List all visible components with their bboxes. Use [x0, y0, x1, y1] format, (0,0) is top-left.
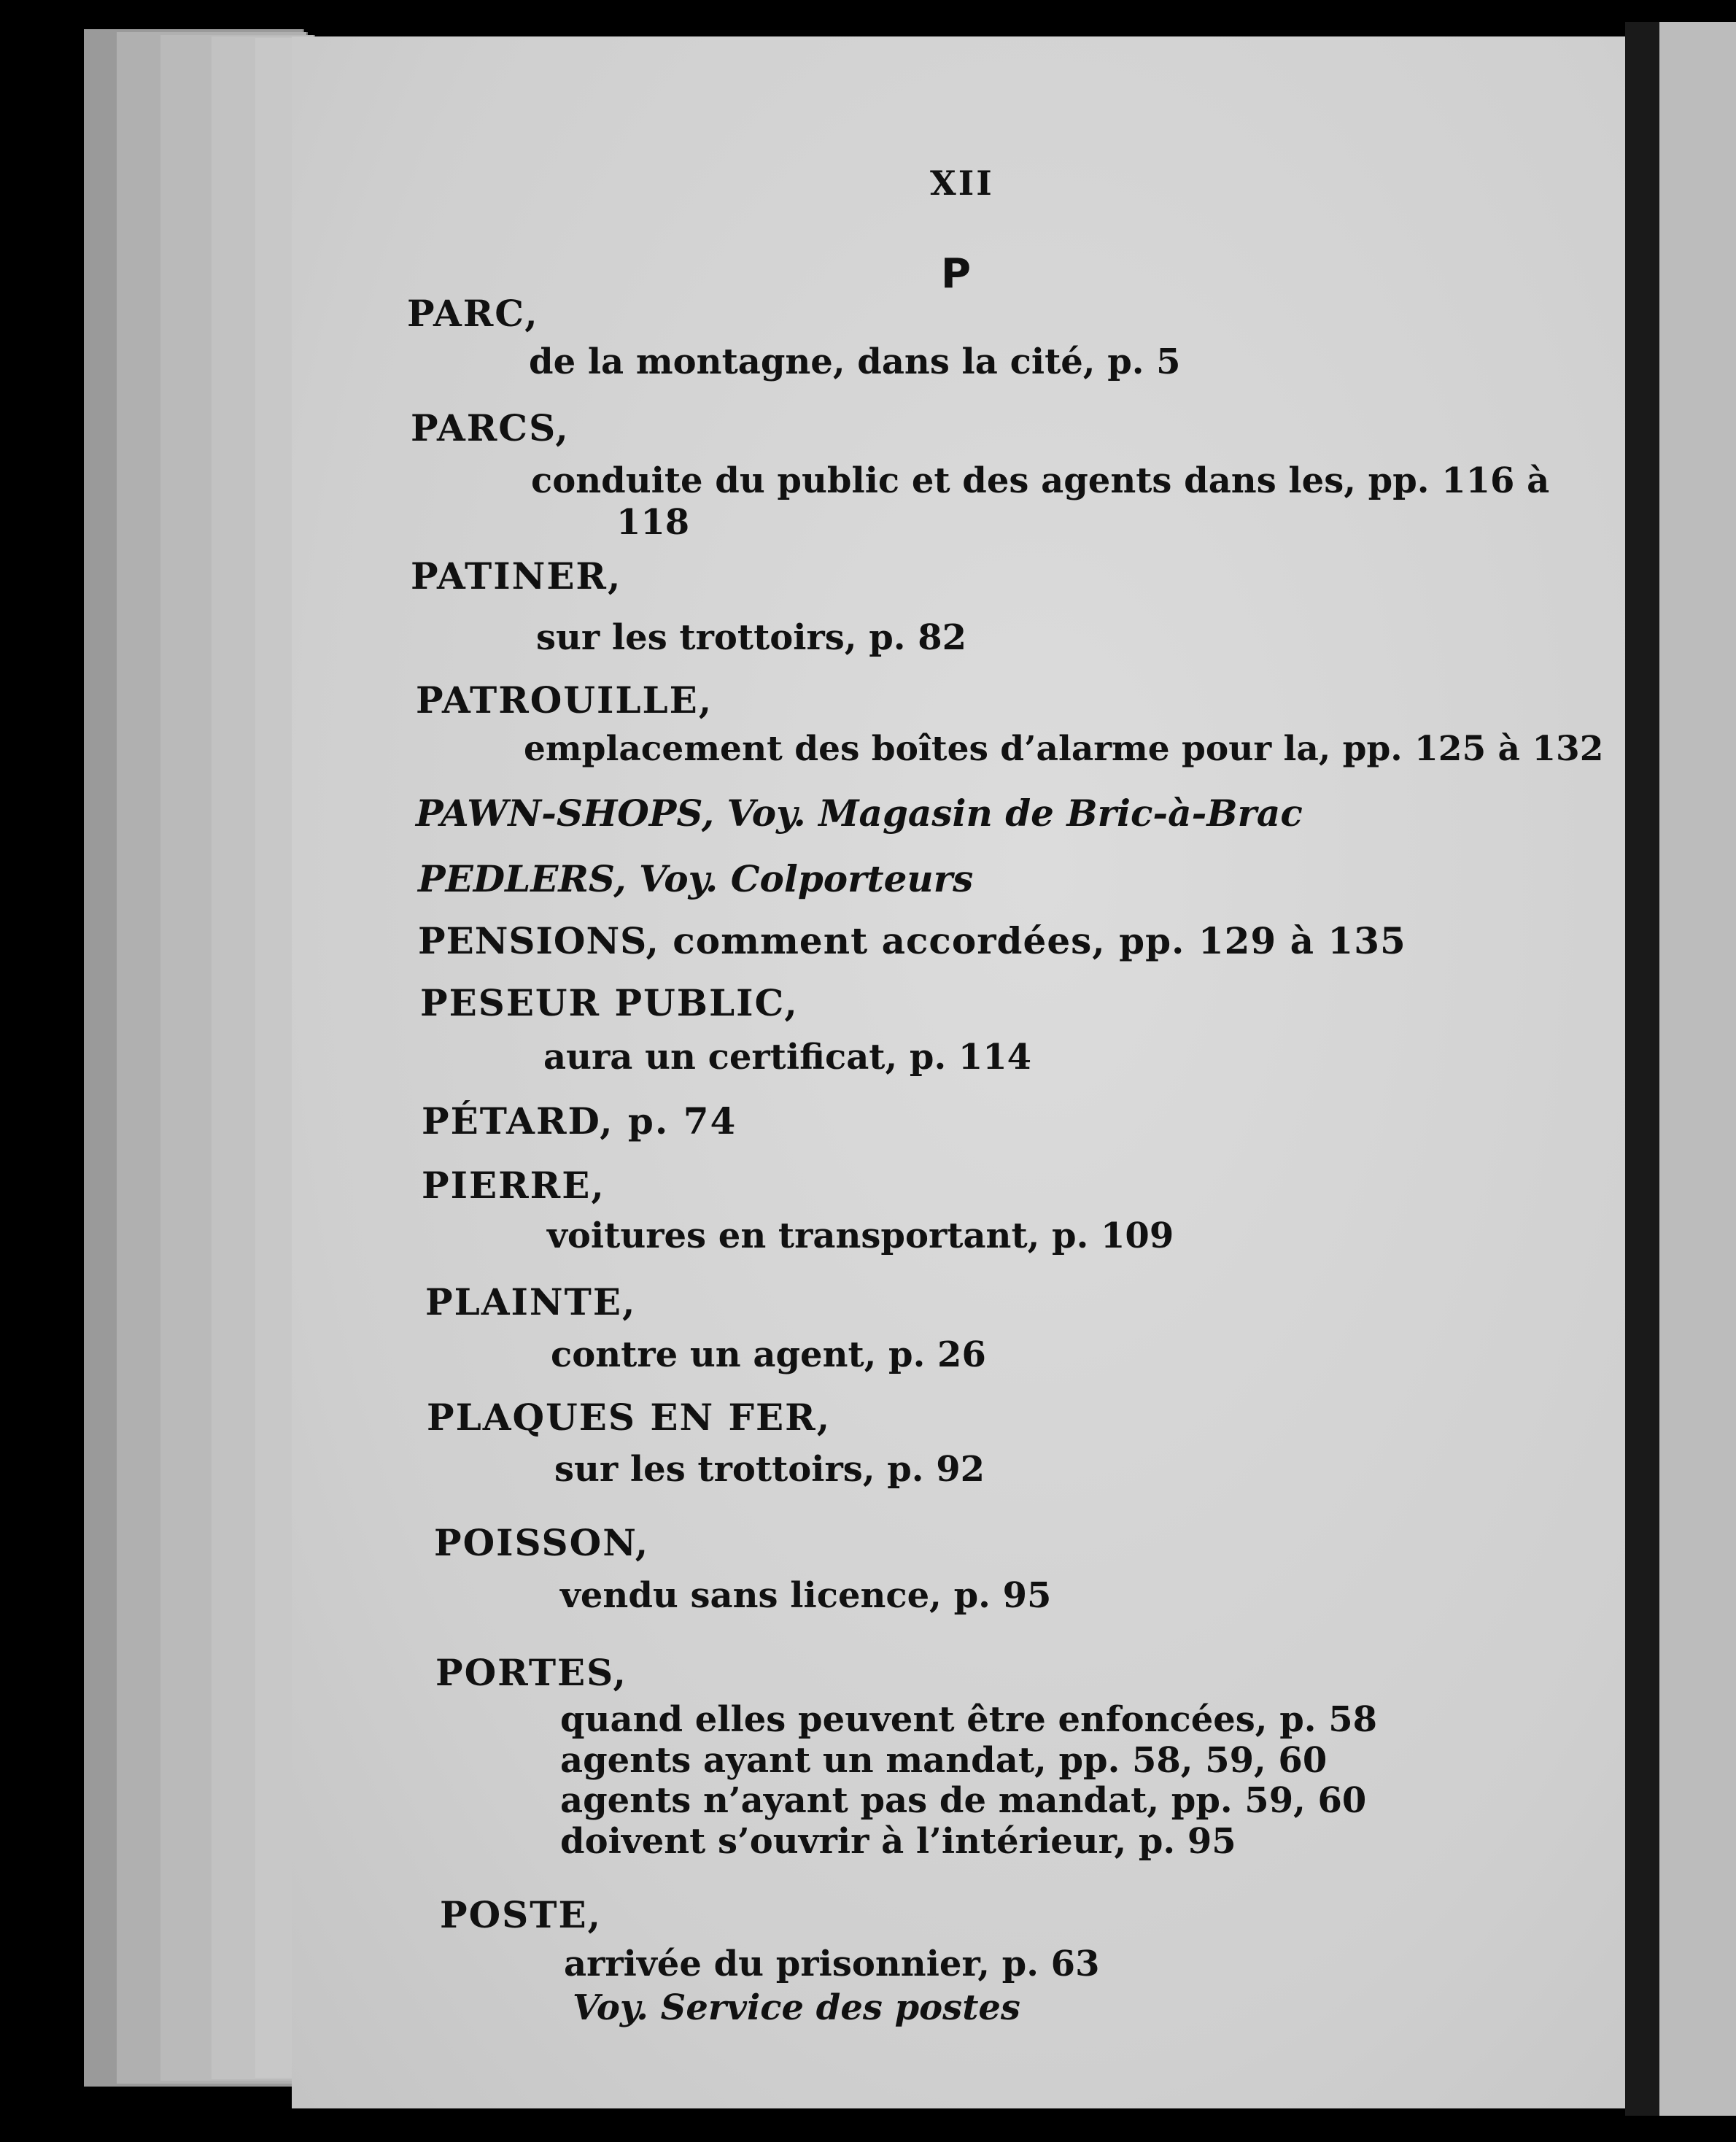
entry-heading-plainte: PLAINTE,: [425, 1280, 637, 1323]
entry-line-patrouille-1: emplacement des boîtes d’alarme pour la, pp. 125 à 132: [524, 729, 1604, 769]
facing-page: [1659, 22, 1736, 2116]
entry-heading-portes: PORTES,: [435, 1651, 627, 1694]
entry-line-peseur-1: aura un certificat, p. 114: [543, 1037, 1032, 1078]
entry-line-parc-1: de la montagne, dans la cité, p. 5: [529, 341, 1181, 382]
entry-line-portes-3: agents n’ayant pas de mandat, pp. 59, 60: [560, 1780, 1367, 1821]
entry-line-parcs-2: 118: [616, 502, 690, 543]
entry-line-poste-2: Voy. Service des postes: [573, 1987, 1020, 2028]
entry-line-patiner-1: sur les trottoirs, p. 82: [536, 617, 967, 658]
entry-heading-petard: PÉTARD, p. 74: [422, 1099, 737, 1142]
entry-heading-pawnshops: PAWN-SHOPS, Voy. Magasin de Bric-à-Brac: [416, 792, 1303, 835]
entry-heading-peseur: PESEUR PUBLIC,: [420, 981, 799, 1024]
section-letter: P: [941, 250, 972, 298]
entry-heading-parcs: PARCS,: [411, 406, 570, 449]
entry-heading-patrouille: PATROUILLE,: [416, 678, 713, 722]
entry-heading-poste: POSTE,: [440, 1893, 602, 1936]
entry-line-plainte-1: contre un agent, p. 26: [551, 1334, 986, 1375]
entry-heading-pensions: PENSIONS, comment accordées, pp. 129 à 135: [418, 919, 1406, 962]
entry-heading-plaques: PLAQUES EN FER,: [427, 1396, 832, 1439]
entry-heading-poisson: POISSON,: [434, 1521, 650, 1564]
entry-line-parcs-1: conduite du public et des agents dans les, pp. 116 à: [531, 460, 1550, 501]
entry-line-poste-1: arrivée du prisonnier, p. 63: [564, 1944, 1100, 1984]
entry-line-pierre-1: voitures en transportant, p. 109: [547, 1215, 1174, 1256]
entry-heading-patiner: PATINER,: [411, 554, 622, 598]
entry-line-poisson-1: vendu sans licence, p. 95: [560, 1575, 1052, 1616]
entry-heading-parc: PARC,: [407, 292, 539, 335]
entry-line-portes-2: agents ayant un mandat, pp. 58, 59, 60: [560, 1740, 1328, 1781]
entry-line-portes-4: doivent s’ouvrir à l’intérieur, p. 95: [560, 1821, 1236, 1862]
entry-heading-pierre: PIERRE,: [422, 1164, 605, 1207]
entry-heading-pedlers: PEDLERS, Voy. Colporteurs: [418, 857, 974, 900]
entry-line-portes-1: quand elles peuvent être enfoncées, p. 58: [560, 1699, 1378, 1740]
page-gutter: [1625, 22, 1662, 2116]
page-number: XII: [930, 163, 994, 203]
entry-line-plaques-1: sur les trottoirs, p. 92: [554, 1449, 985, 1490]
